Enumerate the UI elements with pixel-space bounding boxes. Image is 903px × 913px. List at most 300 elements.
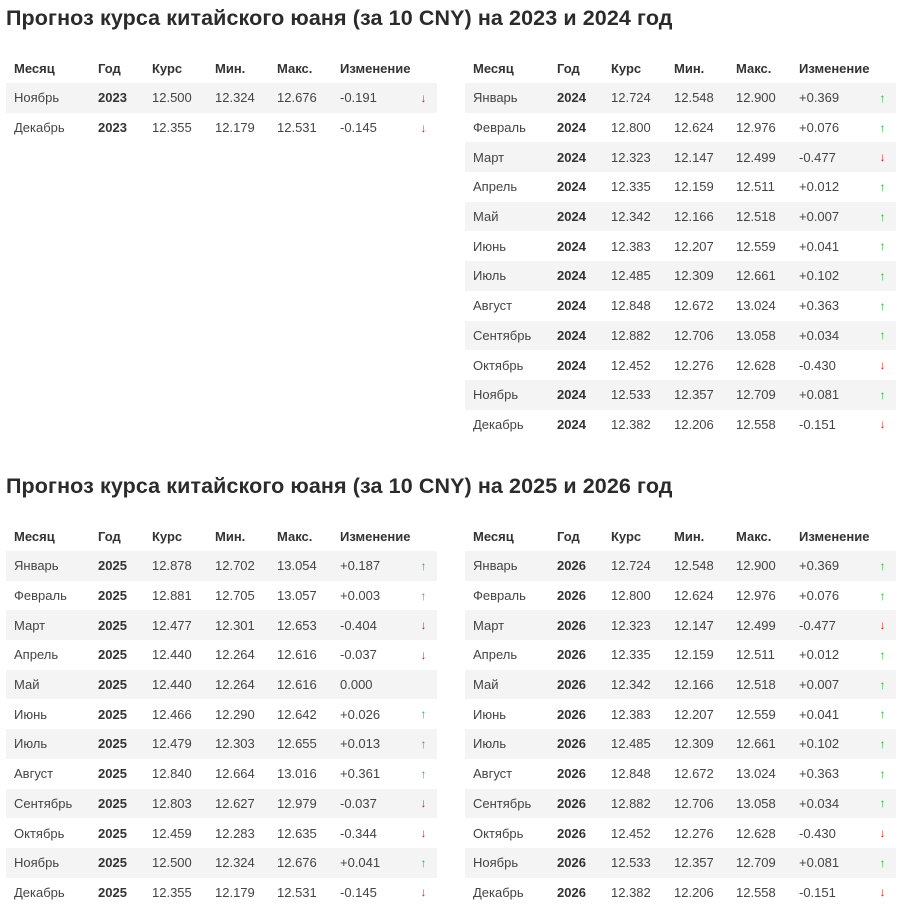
arrow-empty <box>410 670 437 700</box>
cell-month: Апрель <box>473 647 518 663</box>
cell-month: Сентябрь <box>465 789 549 819</box>
cell-change: +0.369 <box>791 551 869 581</box>
cell-month: Декабрь <box>14 120 65 136</box>
table-row <box>465 83 896 113</box>
cell-rate: 12.881 <box>152 588 192 604</box>
cell-rate: 12.459 <box>152 825 192 841</box>
table-row <box>465 551 896 581</box>
table-row <box>465 610 896 640</box>
arrow-up-icon: ↑ <box>879 328 886 343</box>
arrow-down-icon <box>869 610 896 640</box>
table-row <box>465 321 896 351</box>
cell-change: +0.363 <box>799 298 840 314</box>
column-header: Мин. <box>215 60 246 76</box>
cell-min: 12.309 <box>666 261 728 291</box>
cell-min: 12.309 <box>666 729 728 759</box>
cell-year: 2026 <box>549 610 603 640</box>
forecast-table-2025 <box>6 521 437 907</box>
arrow-up-icon <box>869 83 896 113</box>
arrow-up-icon <box>869 581 896 611</box>
cell-rate: 12.440 <box>152 647 192 663</box>
cell-change: -0.151 <box>799 884 836 900</box>
arrow-up-icon <box>869 172 896 202</box>
table-row <box>465 291 896 321</box>
arrow-down-icon: ↓ <box>420 90 427 105</box>
table-row <box>6 759 437 789</box>
cell-min: 12.624 <box>674 588 714 604</box>
cell-min: 12.706 <box>666 321 728 351</box>
column-header: Курс <box>152 60 183 76</box>
cell-month: Май <box>465 202 549 232</box>
cell-rate: 12.383 <box>611 706 651 722</box>
cell-change: +0.363 <box>799 766 840 782</box>
cell-year: 2025 <box>98 825 127 841</box>
cell-rate: 12.452 <box>611 825 651 841</box>
cell-year: 2026 <box>557 706 586 722</box>
cell-rate: 12.440 <box>144 670 207 700</box>
arrow-up-icon: ↑ <box>420 707 427 722</box>
cell-min: 12.324 <box>207 848 269 878</box>
cell-month: Октябрь <box>473 825 524 841</box>
column-header: Мин. <box>215 528 246 544</box>
column-header: Курс <box>611 60 642 76</box>
cell-year: 2024 <box>549 142 603 172</box>
arrow-up-icon <box>869 231 896 261</box>
cell-change: -0.404 <box>332 610 410 640</box>
cell-max: 12.661 <box>728 261 791 291</box>
cell-year: 2024 <box>549 261 603 291</box>
cell-year: 2026 <box>557 647 586 663</box>
arrow-down-icon: ↓ <box>420 796 427 811</box>
cell-month: Ноябрь <box>6 83 90 113</box>
cell-rate: 12.800 <box>611 120 651 136</box>
cell-rate: 12.477 <box>144 610 207 640</box>
cell-month: Апрель <box>473 179 518 195</box>
arrow-down-icon <box>410 113 437 143</box>
arrow-up-icon <box>410 729 437 759</box>
table-row <box>6 551 437 581</box>
cell-max: 13.024 <box>736 298 776 314</box>
cell-month: Февраль <box>473 588 526 604</box>
column-header: Макс. <box>736 60 772 76</box>
arrow-down-icon <box>410 789 437 819</box>
arrow-up-icon <box>869 729 896 759</box>
column-header: Макс. <box>736 528 772 544</box>
cell-min: 12.627 <box>207 789 269 819</box>
cell-max: 12.900 <box>728 83 791 113</box>
cell-year: 2026 <box>549 551 603 581</box>
arrow-up-icon <box>869 551 896 581</box>
table-header-row <box>465 521 896 551</box>
cell-change: +0.102 <box>791 729 869 759</box>
cell-min: 12.357 <box>666 380 728 410</box>
cell-month: Июль <box>465 729 549 759</box>
cell-year: 2026 <box>557 825 586 841</box>
arrow-up-icon: ↑ <box>879 558 886 573</box>
cell-max: 12.616 <box>277 647 317 663</box>
cell-max: 12.642 <box>277 706 317 722</box>
arrow-up-icon: ↑ <box>879 588 886 603</box>
arrow-down-icon <box>410 878 437 908</box>
arrow-up-icon: ↑ <box>879 209 886 224</box>
cell-max: 12.979 <box>269 789 332 819</box>
cell-max: 13.054 <box>269 551 332 581</box>
column-header: Год <box>98 528 121 544</box>
arrow-up-icon: ↑ <box>879 120 886 135</box>
cell-max: 12.499 <box>728 142 791 172</box>
arrow-up-icon <box>869 321 896 351</box>
cell-month: Февраль <box>473 120 526 136</box>
table-row <box>465 759 896 789</box>
arrow-up-icon: ↑ <box>879 647 886 662</box>
cell-min: 12.276 <box>674 357 714 373</box>
arrow-up-icon <box>869 261 896 291</box>
cell-max: 12.628 <box>736 357 776 373</box>
table-row <box>6 581 437 611</box>
cell-month: Январь <box>6 551 90 581</box>
cell-rate: 12.382 <box>611 884 651 900</box>
cell-min: 12.357 <box>666 848 728 878</box>
cell-min: 12.207 <box>674 238 714 254</box>
cell-rate: 12.840 <box>152 766 192 782</box>
cell-month: Сентябрь <box>465 321 549 351</box>
table-row <box>465 350 896 380</box>
cell-rate: 12.335 <box>611 179 651 195</box>
cell-month: Октябрь <box>473 357 524 373</box>
cell-max: 13.057 <box>277 588 317 604</box>
cell-max: 13.058 <box>728 789 791 819</box>
cell-change: -0.145 <box>340 884 377 900</box>
cell-rate: 12.803 <box>144 789 207 819</box>
cell-min: 12.324 <box>207 83 269 113</box>
cell-rate: 12.500 <box>144 848 207 878</box>
cell-change: +0.041 <box>332 848 410 878</box>
cell-month: Июль <box>465 261 549 291</box>
column-header: Год <box>557 60 580 76</box>
cell-max: 13.058 <box>728 321 791 351</box>
table-row <box>465 142 896 172</box>
column-header: Год <box>557 528 580 544</box>
cell-month: Март <box>6 610 90 640</box>
cell-rate: 12.724 <box>603 551 666 581</box>
arrow-up-icon <box>410 699 437 729</box>
cell-year: 2025 <box>90 729 144 759</box>
cell-rate: 12.383 <box>611 238 651 254</box>
table-row <box>6 878 437 908</box>
cell-rate: 12.452 <box>611 357 651 373</box>
cell-change: +0.369 <box>791 83 869 113</box>
column-header: Курс <box>152 528 183 544</box>
cell-max: 12.559 <box>736 706 776 722</box>
arrow-down-icon <box>869 410 896 440</box>
cell-min: 12.207 <box>674 706 714 722</box>
cell-year: 2025 <box>90 610 144 640</box>
cell-rate: 12.848 <box>611 298 651 314</box>
cell-rate: 12.533 <box>603 380 666 410</box>
cell-rate: 12.382 <box>611 416 651 432</box>
cell-rate: 12.848 <box>611 766 651 782</box>
cell-change: +0.012 <box>799 647 840 663</box>
cell-min: 12.166 <box>666 670 728 700</box>
cell-rate: 12.878 <box>144 551 207 581</box>
cell-min: 12.301 <box>207 610 269 640</box>
arrow-up-icon <box>869 759 896 789</box>
cell-rate: 12.800 <box>611 588 651 604</box>
cell-month: Июль <box>6 729 90 759</box>
cell-min: 12.290 <box>215 706 255 722</box>
column-header: Курс <box>611 528 642 544</box>
table-row <box>6 818 437 848</box>
cell-change: +0.003 <box>340 588 381 604</box>
arrow-up-icon <box>410 581 437 611</box>
cell-month: Ноябрь <box>6 848 90 878</box>
cell-min: 12.159 <box>674 179 714 195</box>
cell-change: -0.430 <box>799 357 836 373</box>
arrow-up-icon: ↑ <box>879 239 886 254</box>
forecast-table-2026 <box>465 521 896 907</box>
cell-month: Декабрь <box>14 884 65 900</box>
cell-month: Апрель <box>14 647 59 663</box>
column-header: Изменение <box>340 528 411 544</box>
arrow-up-icon: ↑ <box>879 796 886 811</box>
cell-max: 12.976 <box>736 588 776 604</box>
cell-max: 12.676 <box>269 848 332 878</box>
cell-min: 12.276 <box>674 825 714 841</box>
column-header-spacer <box>410 53 437 83</box>
table-row <box>465 202 896 232</box>
cell-year: 2026 <box>549 848 603 878</box>
cell-rate: 12.882 <box>603 789 666 819</box>
cell-max: 12.558 <box>736 884 776 900</box>
arrow-down-icon <box>410 610 437 640</box>
cell-month: Декабрь <box>473 416 524 432</box>
cell-change: +0.076 <box>799 588 840 604</box>
column-header-spacer <box>869 521 896 551</box>
cell-rate: 12.485 <box>603 729 666 759</box>
cell-rate: 12.342 <box>603 202 666 232</box>
cell-max: 12.655 <box>269 729 332 759</box>
cell-change: -0.145 <box>340 120 377 136</box>
arrow-up-icon: ↑ <box>420 588 427 603</box>
cell-max: 12.653 <box>269 610 332 640</box>
cell-change: +0.034 <box>791 321 869 351</box>
cell-min: 12.206 <box>674 884 714 900</box>
cell-change: +0.081 <box>791 380 869 410</box>
cell-year: 2024 <box>549 83 603 113</box>
cell-min: 12.283 <box>215 825 255 841</box>
arrow-down-icon <box>410 818 437 848</box>
forecast-table-2024 <box>465 53 896 439</box>
table-row <box>465 670 896 700</box>
arrow-down-icon: ↓ <box>879 150 886 165</box>
column-header: Мин. <box>674 60 705 76</box>
cell-year: 2025 <box>98 706 127 722</box>
arrow-down-icon <box>410 83 437 113</box>
cell-max: 12.976 <box>736 120 776 136</box>
cell-max: 12.616 <box>269 670 332 700</box>
arrow-up-icon: ↑ <box>420 736 427 751</box>
cell-max: 12.900 <box>728 551 791 581</box>
cell-max: 12.511 <box>736 647 775 663</box>
column-header: Изменение <box>340 60 411 76</box>
cell-month: Октябрь <box>14 825 65 841</box>
column-header: Месяц <box>473 60 514 76</box>
cell-change: +0.026 <box>340 706 381 722</box>
cell-month: Февраль <box>14 588 67 604</box>
cell-rate: 12.500 <box>144 83 207 113</box>
table-row <box>6 610 437 640</box>
cell-month: Май <box>465 670 549 700</box>
arrow-up-icon: ↑ <box>879 268 886 283</box>
cell-change: +0.013 <box>332 729 410 759</box>
cell-month: Ноябрь <box>465 848 549 878</box>
table-row <box>465 172 896 202</box>
cell-year: 2024 <box>549 202 603 232</box>
table-row <box>465 581 896 611</box>
cell-min: 12.664 <box>215 766 255 782</box>
cell-change: +0.012 <box>799 179 840 195</box>
cell-max: 12.559 <box>736 238 776 254</box>
cell-max: 12.531 <box>277 120 317 136</box>
table-row <box>465 878 896 908</box>
table-row <box>465 231 896 261</box>
cell-min: 12.147 <box>666 610 728 640</box>
table-row <box>6 789 437 819</box>
table-row <box>465 640 896 670</box>
cell-change: -0.477 <box>791 142 869 172</box>
table-row <box>465 380 896 410</box>
cell-change: +0.007 <box>791 670 869 700</box>
cell-rate: 12.323 <box>603 142 666 172</box>
arrow-up-icon <box>869 202 896 232</box>
cell-year: 2026 <box>549 789 603 819</box>
cell-year: 2024 <box>549 380 603 410</box>
cell-change: +0.041 <box>799 706 840 722</box>
column-header: Месяц <box>473 528 514 544</box>
cell-max: 13.024 <box>736 766 776 782</box>
cell-month: Июнь <box>473 238 507 254</box>
cell-rate: 12.533 <box>603 848 666 878</box>
table-row <box>465 113 896 143</box>
cell-min: 12.548 <box>666 83 728 113</box>
cell-change: +0.076 <box>799 120 840 136</box>
arrow-up-icon <box>410 551 437 581</box>
cell-year: 2024 <box>557 298 586 314</box>
arrow-down-icon: ↓ <box>879 618 886 633</box>
cell-max: 12.709 <box>728 848 791 878</box>
cell-year: 2025 <box>98 647 127 663</box>
cell-change: -0.430 <box>799 825 836 841</box>
cell-year: 2024 <box>557 238 586 254</box>
arrow-down-icon: ↓ <box>420 826 427 841</box>
cell-month: Январь <box>465 551 549 581</box>
cell-rate: 12.882 <box>603 321 666 351</box>
cell-month: Сентябрь <box>6 789 90 819</box>
table-row <box>465 729 896 759</box>
table-row <box>6 699 437 729</box>
cell-month: Август <box>473 298 513 314</box>
cell-min: 12.206 <box>674 416 714 432</box>
cell-change: -0.191 <box>332 83 410 113</box>
cell-max: 12.511 <box>736 179 775 195</box>
table-row <box>465 789 896 819</box>
cell-change: +0.102 <box>791 261 869 291</box>
cell-min: 12.705 <box>215 588 255 604</box>
cell-year: 2026 <box>557 588 586 604</box>
cell-change: +0.007 <box>791 202 869 232</box>
cell-change: -0.344 <box>340 825 377 841</box>
arrow-up-icon <box>869 848 896 878</box>
table-row <box>6 83 437 113</box>
table-row <box>465 818 896 848</box>
cell-min: 12.624 <box>674 120 714 136</box>
cell-max: 12.531 <box>277 884 317 900</box>
table-row <box>465 410 896 440</box>
arrow-up-icon: ↑ <box>420 766 427 781</box>
cell-change: +0.081 <box>791 848 869 878</box>
arrow-up-icon: ↑ <box>879 736 886 751</box>
column-header: Изменение <box>799 60 870 76</box>
arrow-up-icon <box>869 380 896 410</box>
arrow-up-icon <box>410 759 437 789</box>
table-header-row <box>6 521 437 551</box>
arrow-down-icon: ↓ <box>879 358 886 373</box>
column-header: Макс. <box>277 60 313 76</box>
arrow-down-icon <box>410 640 437 670</box>
cell-min: 12.702 <box>207 551 269 581</box>
cell-change: -0.037 <box>332 789 410 819</box>
column-header: Месяц <box>14 528 55 544</box>
cell-max: 12.676 <box>269 83 332 113</box>
section-title: Прогноз курса китайского юаня (за 10 CNY) на 2023 и 2024 год <box>6 6 673 30</box>
cell-month: Июнь <box>473 706 507 722</box>
forecast-table-2023 <box>6 53 437 142</box>
cell-min: 12.264 <box>207 670 269 700</box>
cell-min: 12.672 <box>674 298 714 314</box>
arrow-up-icon: ↑ <box>879 677 886 692</box>
cell-month: Декабрь <box>473 884 524 900</box>
cell-change: -0.037 <box>340 647 377 663</box>
arrow-down-icon: ↓ <box>420 647 427 662</box>
cell-min: 12.147 <box>666 142 728 172</box>
cell-change: +0.034 <box>791 789 869 819</box>
column-header: Год <box>98 60 121 76</box>
cell-max: 12.518 <box>728 670 791 700</box>
cell-min: 12.159 <box>674 647 714 663</box>
arrow-up-icon: ↑ <box>879 90 886 105</box>
column-header-spacer <box>869 53 896 83</box>
column-header-spacer <box>410 521 437 551</box>
cell-year: 2026 <box>549 729 603 759</box>
cell-rate: 12.342 <box>603 670 666 700</box>
table-row <box>6 729 437 759</box>
cell-rate: 12.335 <box>611 647 651 663</box>
cell-max: 12.661 <box>728 729 791 759</box>
cell-max: 12.518 <box>728 202 791 232</box>
arrow-up-icon <box>869 670 896 700</box>
cell-month: Май <box>6 670 90 700</box>
cell-month: Август <box>14 766 54 782</box>
arrow-up-icon <box>869 699 896 729</box>
cell-min: 12.706 <box>666 789 728 819</box>
arrow-up-icon <box>869 113 896 143</box>
arrow-up-icon: ↑ <box>879 766 886 781</box>
cell-min: 12.179 <box>215 120 255 136</box>
cell-min: 12.548 <box>666 551 728 581</box>
cell-rate: 12.485 <box>603 261 666 291</box>
cell-rate: 12.479 <box>144 729 207 759</box>
column-header: Месяц <box>14 60 55 76</box>
